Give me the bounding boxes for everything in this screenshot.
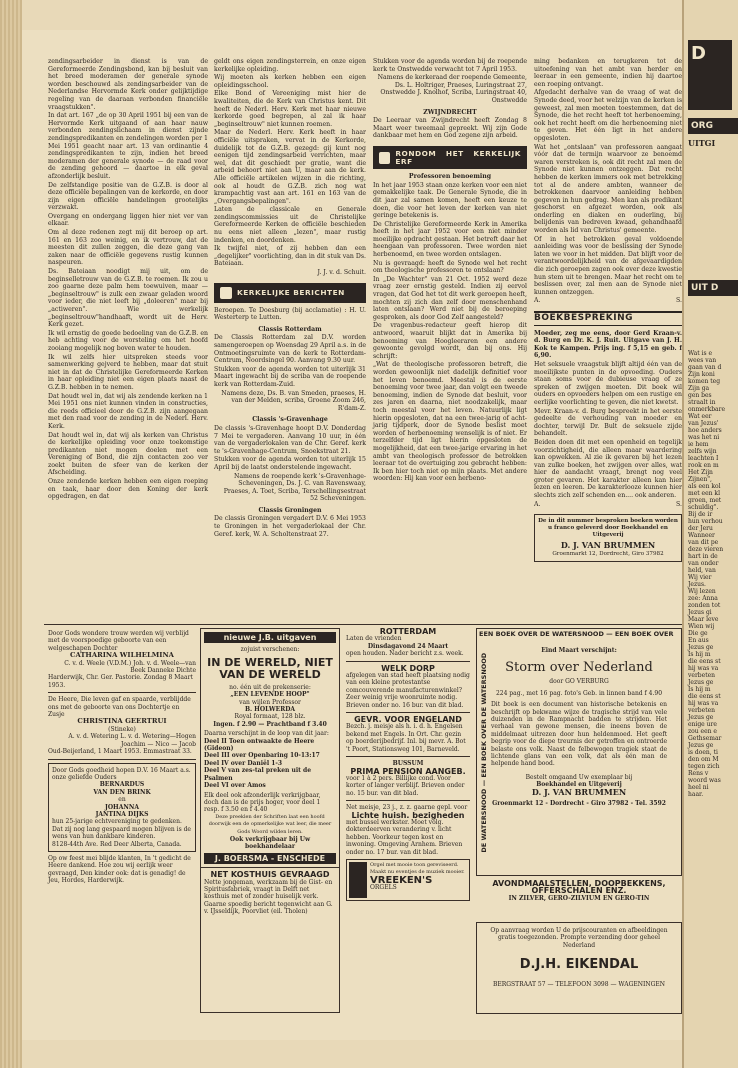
- paragraph: Dat houdt wel in, dat wij als zendende kerken na 1 Mei 1951 ons niet kunnen vinden in constructies, die reeds officieel door de G.Z.B. zijn aangegaan met den raad voor de zending in de Nederl. Herv. Kerk.: [48, 392, 208, 430]
- notice-name: CATHARINA WILHELMINA: [70, 651, 174, 660]
- paragraph: De Classis Rotterdam zal D.V. worden samengeroepen op Woensdag 29 April a.s. in de Ontmoetingsruimte van de kerk te Rotterdam-Centrum, Noordsingel 90. Aanvang 9.30 uur.: [214, 334, 366, 365]
- divider: [346, 800, 470, 801]
- classified-text: Nette jongeman, werkzaam bij de Gist- en Spiritusfabriek, vraagt in Delft net kosthuis met of zonder huiselijk verk. Gaarne spoedig bericht tegenwicht aan G. v. IJsseldijk, Poorvliet (eil. Tholen): [204, 878, 333, 916]
- church-icon: [379, 152, 390, 164]
- divider: [44, 624, 682, 625]
- ad-body: [491, 643, 667, 871]
- divider: [48, 759, 196, 760]
- classified-text: Net meisje, 23 j., z. z. gaarne gepl. voor: [346, 804, 468, 812]
- ad-text: zojuist verschenen:: [240, 646, 300, 654]
- column-2: [214, 58, 366, 623]
- classified-title: NET KOSTHUIS GEVRAAGD: [210, 870, 330, 880]
- signature: Namens de kerkeraad der roepende Gemeente, Ds. L. Holtriger, Praeses, Luringstraat 27, Onstwedde J. Knolhof, Scriba, Luringstraat 40, Onstwedde: [377, 74, 527, 104]
- paragraph: Nu is gevraagd: heeft de Synode wel het recht om theologische professoren te ontslaan?: [373, 259, 527, 275]
- frame-text: EEN BOEK OVER DE WATERSNOOD — EEN BOEK OVER: [479, 630, 674, 638]
- notice-name: JOHANNA: [104, 803, 139, 811]
- book-reference: Moeder, zeg me eens, door Gerd Kraan-v. d. Burg en Dr. K. J. Ruit. Uitgave van J. H. Kok te Kampen. Prijs ing. f 5,15 en geb. f 6,90.: [534, 329, 682, 360]
- ad-text: Bestelt omgaand Uw exemplaar bij: [525, 773, 633, 781]
- list-item: Deel II Toen ontwaakte de Heere (Gideon): [204, 737, 315, 753]
- ad-text: van wijlen Professor: [239, 698, 301, 706]
- notice-parents: A. v. d. Wetering L. v. d. Wetering—Hogen Joachim — Nico — Jacob: [68, 733, 196, 748]
- ad-text: Boekhandel en Uitgeverij: [536, 781, 622, 789]
- paragraph: Ik wil ernstig de goede bedoeling van de G.Z.B. en heb achting voor de worsteling om het hoofd zooiang mogelijk nog boven water te houden.: [48, 329, 208, 352]
- classifieds: [346, 628, 470, 1013]
- paragraph: De zelfstandige positie van de G.Z.B. is door al deze officiële bepalingen van de kerkorde, en door zijn eigen officiële handelingen grootelijks verzwakt.: [48, 181, 208, 212]
- notice-shop-name: D. J. VAN BRUMMEN: [560, 539, 656, 550]
- notice-text: en: [118, 796, 126, 804]
- price: Ingen. f 2.90 — Prachtband f 3.40: [213, 720, 327, 728]
- ad-title: AVONDMAALSTELLEN, DOOPBEKKENS,: [492, 879, 666, 888]
- ad-header: nieuwe J.B. uitgaven: [204, 632, 336, 643]
- paragraph: In dat art. 167 „de op 30 April 1951 bij een van de Hervormde Kerk uitgaand of aan haar nauw verbonden zendingslichaam in dienst zijnde zendingspredikanten en zendelingen worden per 1 Mei 1951 geacht naar art. 13 van ordinantie 4 zendingspredikanten te zijn, indien het breed moderamen der generale synode — de raad voor de zending gehoord — daartoe in elk geval afzonderlijk besluit.: [48, 112, 208, 180]
- signature: A.: [534, 297, 541, 305]
- banner-title: KERKELIJKE BERICHTEN: [237, 287, 345, 297]
- text-fragment-column: Wat is e wees van gaan van d Zijn koni komen teg Zijn ga gen bes straalt in onmerkbare Wat eer van Jezus' hoe anders was het ni ie hem zelfs wijn leachten I rook en m Het Zijn Zijnen", als een kol met een kl groen, met schuldig". Bij de ir hun verhou der Jeru Wanneer van dit pe deze vieren hart in de van onder held, van Wij vier Jezus. Wij lezen zee: Anna zonden tot Jezus gi Maar leve Wien wij Die ge En aus Jezus ge Is hij m die eens st hij was va verbeten Jezus ge Is hij m die eens st hij was va verbeten Jezus ge enige ure zou een e Gethsemar Jezus ge is doen, ti den om M tegen zich Rens v woord was heel ni haar.: [688, 350, 726, 798]
- paragraph: Afgedacht derhalve van de vraag of wat de Synode deed, voor het welzijn van de kerken is geweest, zal men moeten toestemmen, dat de Synode, die het recht heeft tot herbenoeming, ook het recht heeft om die herbenoeming niet te geven. Het één ligt in het andere opgesloten.: [534, 89, 682, 142]
- paragraph: geldt ons eigen zendingsterrein, en onze eigen kerkelijke opleiding.: [214, 58, 366, 73]
- section-heading: Classis 's-Gravenhage: [252, 416, 328, 424]
- paragraph: Elke Bond of Vereeniging mist hier de kwaliteiten, die de Kerk van Christus kent. Dit heeft de Nederl. Herv. Kerk met haar nieuwe kerkorde goed begrepen, al zal ik haar „beginseltrouw" niet kunnen roemen.: [214, 90, 366, 128]
- masthead-fragment: D: [688, 40, 732, 110]
- anniversary-notice: [48, 763, 196, 852]
- list-item: Deel III over Openbaring 10-13:17: [204, 752, 320, 760]
- notice-text: hun 25-jarige echtvereniging te gedenken. Dat zij nog lang gespaard mogen blijven is de wens van hun dankbare kinderen.: [52, 818, 191, 841]
- paragraph: Ik twijfel niet, of zij hebben dan een „degelijker" voorlichting, dan in dit stuk van Ds. Bateiaan.: [214, 245, 366, 268]
- classified-text: met bussel werkster. Moet volg. dokterdeerven verandering v. licht hebben. Voorkeur tegen kost en inwoning. Omgeving Arnhem. Brieven onder no. 17 bur. van dit blad.: [346, 818, 463, 856]
- publisher-name: J. BOERSMA - ENSCHEDE: [204, 853, 336, 864]
- paragraph: Of in het betrokken geval voldoende aanleiding was voor de beslissing der Synode laten we voor in het midden. Dat blijft voor de verantwoordelijkheid van de afgevaardigden die zich geroepen zagen ook over deze kwestie hun stem uit te brengen. Maar het recht om te beslissen over, zal men aan de Synode niet kunnen ontzeggen.: [534, 235, 682, 296]
- notice-name: VAN DEN BRINK: [93, 788, 151, 796]
- notice-text: De Heere, Die leven gaf en spaarde, verblijdde ons met de geboorte van ons Dochtertje en Zusje: [48, 696, 191, 719]
- publisher-ad: [200, 628, 340, 1013]
- brand-name: VREEKEN'S: [370, 874, 433, 886]
- ad-text: Royal formaat, 128 blz.: [234, 713, 306, 721]
- paragraph: De classis 's-Gravenhage hoopt D.V. Donderdag 7 Mei te vergaderen. Aanvang 10 uur, in één van de vergaderlokalen van de Chr. Geref. kerk te 's-Gravenhage-Centrum, Snoekstraat 21.: [214, 424, 366, 455]
- banner-fragment: ORG: [688, 118, 738, 134]
- signature: J. J. v. d. Schuit.: [317, 269, 366, 277]
- notice-text: De in dit nummer besproken boeken worden u franco geleverd door Boekhandel en Uitgeverij: [538, 518, 678, 538]
- divider: [346, 756, 470, 757]
- list-item: Deel VI over Amos: [204, 782, 266, 790]
- shop-address: BERGSTRAAT 57 — TELEFOON 3098 — WAGENINGEN: [492, 981, 666, 989]
- paragraph: In het jaar 1953 staan onze kerken voor een niet gemakkelijke taak. De Generale Synode, die in dit jaar zal samen komen, heeft een keuze te doen, die voor het leven der kerken van niet geringe betekenis is.: [373, 181, 527, 220]
- author-name: door GO VERBURG: [549, 678, 609, 686]
- signature: A.: [534, 500, 541, 508]
- section-heading: Classis Rotterdam: [258, 325, 322, 333]
- paragraph: De classis Groningen vergadert D.V. 6 Mei 1953 te Groningen in het vergaderlokaal der Chr. Geref. kerk, W. A. Scholtenstraat 27.: [214, 515, 366, 538]
- signature-row: [534, 501, 682, 509]
- shop-name: D. J. VAN BRUMMEN: [531, 786, 627, 797]
- paragraph: Om al deze redenen zegt mij dit beroep op art. 161 en 163 zoo weinig, en ik vertrouw, dat de meesten dit zullen zeggen, die deze gang van zaken naar de officiële gegevens rustig kunnen naspeuren.: [48, 229, 208, 267]
- silverware-ad: [476, 922, 682, 1014]
- bookshop-notice: [534, 514, 682, 562]
- paragraph: ming bedanken en terugkeren tot de uitoefening van het ambt van herder en leeraar in een gemeente, indien hij daartoe een roeping ontvangt.: [534, 58, 682, 88]
- classified-place: BUSSUM: [392, 760, 424, 768]
- paragraph: Beiden doen dit met een openheid en tegelijk voorzichtigheid, die alleen maar waardering kan opwekken. Al zie ik gevaren bij het lezen van zulke boeken, het zwijgen over alles, wat hier de aandacht vraagt, brengt nog veel groter gevaren. Het karakter alleen kan hier lezen en leeren. De karakterlooze kunnen hier slechts zich zelf schenden en.... ook anderen.: [534, 438, 682, 500]
- ad-text: no. één uit de prekenserie:: [229, 683, 311, 691]
- section-heading: Classis Groningen: [258, 506, 322, 514]
- author-name: B. HOLWERDA: [244, 706, 296, 714]
- organ-icon: [349, 862, 367, 898]
- column-4: [534, 58, 682, 623]
- series-name: „EEN LEVENDE HOOP": [230, 691, 310, 699]
- ad-title: OFFERSCHALEN ENZ.: [531, 886, 627, 896]
- paragraph: Ds. Bateiaan noodigt mij uit, om de beginselletrouw van de G.Z.B. te roemen. Ik zou u zoo gaarne deze palm hem toewuiven, maar — „beginseltrouw" is zulk een zwaar geladen woord voor ieder, die niet leeft bij „doleeren" maar bij „actiweren". Wie werkelijk „beginseltrouw"handhaaft, wordt uit de Herv. Kerk gezet.: [48, 268, 208, 329]
- paragraph: Beroepen. Te Doesburg (bij acclamatie) : H. U. Westerterp te Lutten.: [214, 306, 366, 322]
- paragraph: De vragenbus-redacteur geeft hierop dit antwoord, waaruit blijkt dat in Amerika bij benoeming van Hoogleeraren een andere gewoonte gevolgd wordt, dan bij ons. Hij schrijft:: [373, 322, 527, 360]
- classified-title: WELK DORP: [381, 663, 435, 673]
- banner-title: RONDOM HET KERKELIJK ERF: [395, 148, 521, 166]
- ad-text: IN ZILVER, GERO-ZILVIUM EN GERO-TIN: [508, 894, 650, 902]
- classified-text: open houden. Nader bericht z.s. week.: [346, 650, 464, 658]
- signature: Namens de roepende kerk 's-Gravenhage-Scheveningen, Ds. J. C. van Ravenswaay, Praeses, A. Toet, Scriba, Terschellingsestraat 52 Scheveningen.: [223, 472, 366, 503]
- notice-place: Oud-Beijerland, 1 Maart 1953. Emmastraat 33.: [48, 748, 192, 756]
- signature-row: [534, 297, 682, 305]
- ad-text: 224 pag., met 16 pag. foto's Geb. in linnen band f 4.90: [495, 689, 663, 697]
- classified-title: ROTTERDAM: [379, 627, 437, 636]
- ad-text: Op aanvraag worden U de prijscouranten en afbeeldingen gratis toegezonden. Prompte verzending door geheel Nederland: [490, 927, 668, 949]
- ad-text: Dit boek is een document van historische betekenis en beschrijft op bekwame wijze de tragische strijd van vele duizenden in de Rampnacht badden te strijden. Het verhaal van gewone mensen, die ineens boven de middelmaat uitrezen door hun heldenmoed. Het geeft begrip voor de diepe treurnis der getroffen en ontroerde belaste ons volk. Naast de felbewogen tragiek staat de lichtende glans van een volk, dat als één man de helpende hand bood.: [491, 701, 667, 768]
- section-banner: [373, 146, 527, 169]
- notice-note: (Stineke): [108, 725, 136, 733]
- column-3: [373, 58, 527, 623]
- classified-text: Laten de vrienden: [346, 635, 402, 643]
- ad-text: Daarna verschijnt in de loop van dit jaar:: [204, 730, 329, 738]
- classified: [201, 867, 339, 918]
- ad-text: Deze preeklen der Schriften laat een hoofd doorwijk een de opmerkelijke wat leer, die meer Gods Woord wilden leren.: [208, 813, 332, 835]
- paragraph: Overgang en ondergang liggen hier niet ver van elkaar.: [48, 212, 208, 228]
- silverware-ad-header: [476, 880, 682, 920]
- paragraph: Onze zendende kerken hebben een eigen roeping en taak, haar door den Koning der kerk opgedragen, en dat: [48, 478, 208, 501]
- paragraph: Laten de classicale en Generale zendingscommissies uit de Christelijke Gereformeerde Kerken de officiële beschieden nu eens niet alleen „lezen", maar rustig indenken, en doordenken.: [214, 206, 366, 244]
- section-heading: ZWIJNDRECHT: [423, 108, 477, 116]
- book-ad-watersnood: [476, 628, 682, 876]
- classified-date: Dinsdagavond 24 Maart: [367, 642, 449, 650]
- paragraph: zendingsarbeider in dienst is van de Gereformeerde Zendingsbond, kan bij besluit van het breed moderamen der generale synode worden beschouwd als zendingsarbeider van de Nederlandse Hervormde Kerk onder gelijktijdige regeling van de daaraan verbonden financiële vraagstukken".: [48, 58, 208, 111]
- column-1: [48, 58, 208, 623]
- adjacent-page-strip: [682, 0, 738, 1068]
- paragraph: Wij moeten als kerken hebben een eigen opleidingsschool.: [214, 74, 366, 89]
- notice-parents: C. v. d. Weele (V.D.M.) Joh. v. d. Weele—van Beek Danneke Dichte: [64, 659, 196, 675]
- banner-fragment: UIT D: [688, 280, 738, 296]
- organ-ad: [346, 859, 470, 901]
- classified-text: voor 1 à 2 pers. Billijke cond. Voor korter of langer verblijf. Brieven onder no. 15 bur. van dit blad.: [346, 774, 465, 797]
- notice-name: JANTINA DIJKS: [95, 810, 149, 818]
- family-notices: [48, 630, 196, 1010]
- section-banner: [534, 311, 682, 326]
- ad-text: ORGELS: [370, 884, 397, 892]
- notice-name: CHRISTINA GEERTRUI: [77, 717, 167, 726]
- paragraph: De Christelijke Gereformeerde Kerk in Amerika heeft in het jaar 1952 voor een niet minder moeilijke opdracht gestaan. Het betreft daar het heengaan van professoren. Twee worden niet herbenoemd, en twee worden ontslagen.: [373, 220, 527, 259]
- book-title: IN DE WERELD, NIET VAN DE WERELD: [207, 655, 333, 681]
- paragraph: Stukken voor de agenda worden tot uiterlijk 15 April bij de laatst onderstelende ingewacht.: [214, 456, 366, 471]
- banner-title: BOEKBESPREKING: [534, 313, 634, 323]
- divider: [346, 712, 470, 713]
- frame-text: DE WATERSNOOD — EEN BOEK OVER DE WATERSNOOD: [480, 652, 489, 853]
- signature: S.: [676, 500, 682, 508]
- paragraph: Stukken voor de agenda worden tot uiterlijk 31 Maart ingewacht bij de scriba van de roepende kerk van Rotterdam-Zuid.: [214, 365, 366, 388]
- classified-title: PRIMA PENSION AANGEB.: [350, 766, 466, 776]
- paragraph: Mevr. Kraan-v. d. Burg bespreekt in het eerste gedeelte de verhouding van moeder en dochter, terwijl Dr. Bult de seksuele zijde behandelt.: [534, 407, 682, 438]
- list-item: Deel IV over Daniël 1-3: [204, 759, 283, 767]
- paragraph: „Wat de theologische professoren betreft, die worden gewoonlijk niet dadelijk definitief voor het leven benoemd. Meestal is de eerste benoeming voor twee jaar, dan volgt een tweede benoeming, indien de Synode dat besluit, voor zes jaren en daarna, niet noodzakelijk, maar toch meestal voor het leven. Natuurlijk ligt hierin opgesloten, dat na een twee-jarig of acht-jarig tijdperk, door de Synode beslist moet worden of herbenoeming wenselijk is of niet. Er terzelfder tijd ligt hierin opgesloten de mogelijkheid, dat een twee-jarige ervaring in het ambt van theologisch professor de betrokken leeraar tot de overtuiging zou gebracht hebben: Ik ben hier toch niet op mijn plaats. Met andere woorden: Hij kan voor een herbeno-: [373, 361, 527, 483]
- list-item: Deel V van zes-tal preken uit de Psalmen: [204, 767, 312, 782]
- divider: [346, 661, 470, 662]
- paragraph: De Leeraar van Zwijndrecht heeft Zondag 8 Maart weer tweemaal gepreekt. Wij zijn Gode dankbaar met hem en God zegene zijn arbeid.: [373, 117, 527, 140]
- ad-text: Elk deel ook afzonderlijk verkrijgbaar, doch dan is de prijs hoger, voor deel 1 resp. f 3.50 en f 4.40: [204, 791, 321, 814]
- paragraph: Stukken voor de agenda worden bij de roepende kerk te Onstwedde verwacht tot 7 April 1953.: [373, 58, 527, 73]
- classified-title: GEVR. VOOR ENGELAND: [354, 715, 462, 725]
- book-title: Storm over Nederland: [505, 660, 653, 676]
- paragraph: In „De Wachter" van 21 Oct. 1952 werd deze vraag zeer ernstig gesteld. Indien zij eervol vragen, dat God het tot dit werk geroepen heeft, mochten zij zich dan zelf door menschenhand laten ontslaan? Werd niet bij de beroeping gesproken, als door God Zelf aangesteld?: [373, 275, 527, 321]
- divider: [48, 692, 196, 693]
- notice-place: Harderwijk, Chr. Ger. Pastorie. Zondag 8 Maart 1953.: [48, 674, 193, 689]
- book-icon: [220, 287, 232, 299]
- ad-text: Orgel met mooie toon gereviseerd. Maakt nu eventjes de muziek mooier.: [370, 861, 465, 876]
- section-banner: [214, 283, 366, 303]
- notice-name: BERNARDUS: [99, 781, 145, 789]
- section-heading: Professoren benoeming: [408, 173, 492, 181]
- signature: S.: [676, 297, 682, 305]
- ad-text: Eind Maart verschijnt:: [541, 647, 617, 654]
- notice-address: 8128-44th Ave. Red Deer Alberta, Canada.: [52, 840, 182, 848]
- notice-text: Door Gods goedheid hopen D.V. 16 Maart a.s. onze geliefde Ouders: [52, 766, 191, 781]
- ad-text: Ook verkrijgbaar bij Uw boekhandelaar: [229, 835, 311, 851]
- classified-text: Bezch. j. meisje als h. i. d. h. Engelsen bekend met Engels. In Ort. Chr. gezin op boerderijbedrijf. Inl. bij mevr. A. Bot 't Poort, Stationsweg 101, Barneveld.: [346, 723, 466, 753]
- shop-address: Groenmarkt 12 - Dordrecht - Giro 37982 - Tel. 3592: [492, 800, 666, 808]
- notice-text: Op ow feest mei blijde klanten, In 't gedicht de Heere dankend. Hoe zou wij eerlijk weer gevraagd, Den kinder ook: dat is genadig! de Jeu, Hordes, Harderwijk.: [48, 854, 191, 885]
- page-stack-edge: [0, 0, 22, 1068]
- notice-text: Door Gods wondere trouw werden wij verblijd met de voorspoedige geboorte van een welgeschapen Dochter: [48, 630, 189, 652]
- paragraph: Wat het „ontslaan" van professoren aangaat vóór dat de termijn waarvoor ze benoemd waren verstreken is, ook dit recht zal men de Synode niet kunnen ontzeggen. Dat recht hebben de kerken immers ook met betrekking tot al de andere ambten, wanneer de betrokkenen daarvoor aanleiding hebben gegeven in hun gedrag. Men kan als predikant geschorst en afgezet worden, ook als onderling en diaken en ouderling, bij belijdenis van bedreven kwaad, gehandhaafd worden als lid van Christus' gemeente.: [534, 143, 682, 235]
- shop-name: D.J.H. EIKENDAL: [519, 957, 639, 973]
- classified-text: afgelegen van stad heeft plaatsing nodig van een kleine protestantse comcouverende manufacturenwinkel? Zeer weinig vrije woonruimte nodig. Brieven onder no. 16 bur. van dit blad.: [346, 672, 470, 709]
- paragraph: Het seksuele vraagstuk blijft altijd één van de moeilijkste punten in de opvoeding. Ouders staan soms voor de dubieuse vraag of ze spreken of zwijgen moeten. Dit boek wil ouders en opvoeders helpen om een rustige en eerlijke voorlichting te geven, die niet kwetst.: [534, 360, 682, 406]
- notice-address: Groenmarkt 12, Dordrecht, Giro 37982: [552, 550, 664, 557]
- paragraph: Dat houdt wel in, dat wij als kerken van Christus de kerkelijke opleiding voor onze toekomstige predikanten niet mogen doelen met een Vereniging of Bond, die zijn contacten zoo ver zoekt buiten de sfeer van de kerken der Afscheiding.: [48, 431, 208, 477]
- classified-title: Lichte huish. bezigheden: [351, 810, 465, 820]
- signature: Namens deze, Ds. B. van Smeden, praeses, H. van der Melden, scriba, Groene Zoom 246, R'dam-Z.: [221, 389, 366, 412]
- paragraph: Ik wil zelfs hier uitspreken steeds voor samenwerking gejverd te hebben, maar dat stuit niet in dat de Christelijke Gereformeerde Kerken in haar opleiding niet een eigen plaats naast de G.Z.B. hebben in te nemen.: [48, 353, 208, 391]
- paragraph: Maar de Nederl. Herv. Kerk heeft in haar officiële uitspraken, vervat in de Kerkorde, duidelijk tot de G.Z.B. gezegd: gij kunt nog eenigen tijd zendingsarbeid verrichten, maar wel, dat dit geschiedt per gratie, want die arbeid behoort niet aan U, maar aan de kerk. Alle officiële artikelen wijzen in die richting, ook al houdt de G.Z.B. zich nog wat krampachtig vast aan art. 161 en 163 van de „Overgangsbepalingen".: [214, 129, 366, 205]
- text-fragment: UITGI: [688, 138, 716, 148]
